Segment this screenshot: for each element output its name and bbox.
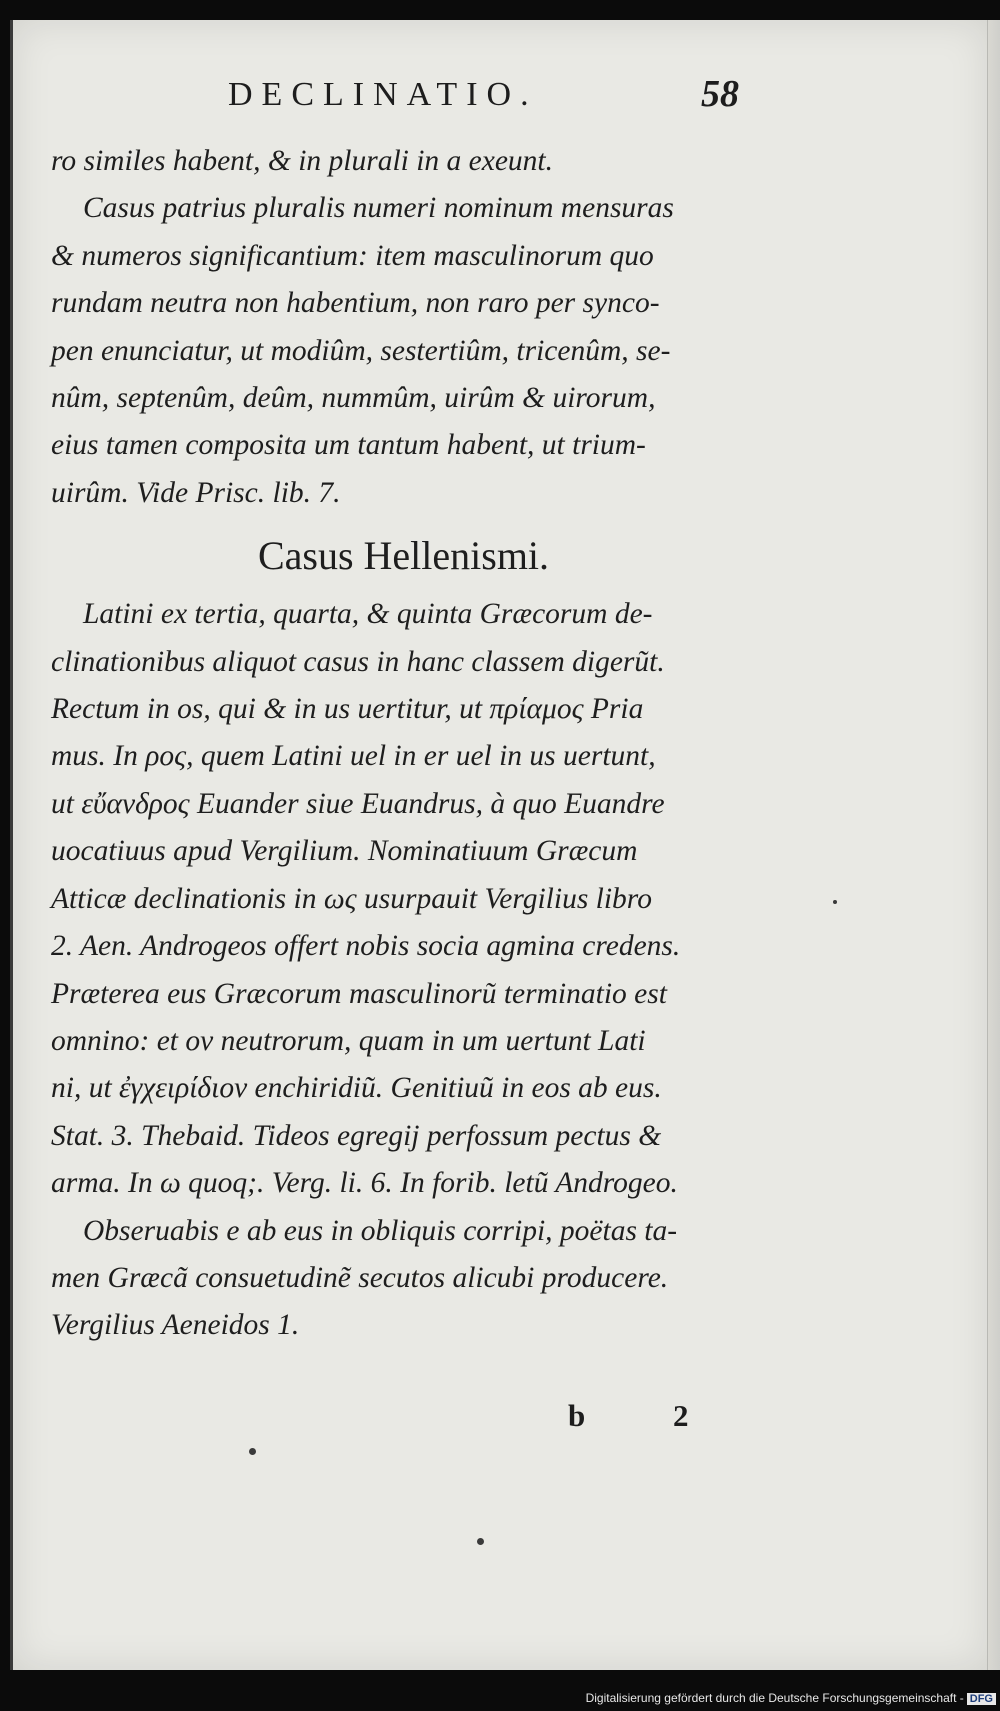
digitization-credit xyxy=(586,1691,996,1705)
text-line: clinationibus aliquot casus in hanc classem digerũt. xyxy=(51,645,665,678)
text-line: Obseruabis e ab eus in obliquis corripi, poëtas ta- xyxy=(83,1214,678,1247)
ink-speck xyxy=(249,1448,256,1455)
text-line: pen enunciatur, ut modiûm, sestertiûm, tricenûm, se- xyxy=(51,334,671,367)
text-line: Præterea eus Græcorum masculinorũ terminatio est xyxy=(51,977,667,1010)
text-line: ro similes habent, & in plurali in a exeunt. xyxy=(51,145,554,177)
book-page xyxy=(10,20,988,1670)
text-line: nûm, septenûm, deûm, nummûm, uirûm & uirorum, xyxy=(51,382,656,415)
text-line: 2. Aen. Androgeos offert nobis socia agmina credens. xyxy=(51,930,681,963)
text-line: men Græcã consuetudinẽ secutos alicubi producere. xyxy=(51,1261,669,1294)
dfg-logo: DFG xyxy=(967,1693,996,1705)
ink-speck xyxy=(477,1538,484,1545)
text-line: Rectum in os, qui & in us uertitur, ut πρίαμος Pria xyxy=(51,693,644,726)
text-line: eius tamen composita um tantum habent, ut trium- xyxy=(51,429,646,462)
text-line: Casus patrius pluralis numeri nominum mensuras xyxy=(83,192,674,225)
text-line: arma. In ω quoq;. Verg. li. 6. In forib. letũ Androgeo. xyxy=(51,1167,678,1200)
text-line: & numeros significantium: item masculinorum quo xyxy=(51,239,654,272)
text-line: rundam neutra non habentium, non raro per synco- xyxy=(51,287,660,320)
text-line: Stat. 3. Thebaid. Tideos egregij perfossum pectus & xyxy=(51,1119,662,1152)
text-line: Vergilius Aeneidos 1. xyxy=(51,1309,300,1342)
text-line: mus. In ρος, quem Latini uel in er uel in us uertunt, xyxy=(51,740,656,773)
page-edge xyxy=(987,20,1000,1670)
text-line: uocatiuus apud Vergilium. Nominatiuum Græcum xyxy=(51,835,638,868)
text-line: omnino: et ον neutrorum, quam in um uertunt Lati xyxy=(51,1024,646,1057)
credit-text: Digitalisierung gefördert durch die Deutsche Forschungsgemeinschaft - xyxy=(585,1691,964,1705)
text-line: Latini ex tertia, quarta, & quinta Græcorum de- xyxy=(83,598,653,631)
folio-number: 58 xyxy=(701,73,739,115)
main-text xyxy=(51,138,756,1350)
running-title: DECLINATIO. xyxy=(228,76,538,113)
section-heading: Casus Hellenismi. xyxy=(257,533,550,579)
ink-speck xyxy=(833,900,837,904)
text-line: uirûm. Vide Prisc. lib. 7. xyxy=(51,476,341,509)
signature-mark: b 2 xyxy=(568,1398,729,1433)
text-line: ut εὔανδρος Euander siue Euandrus, à quo Euandre xyxy=(51,787,665,820)
text-line: Atticæ declinationis in ως usurpauit Vergilius libro xyxy=(51,882,652,915)
text-line: ni, ut ἐγχειρίδιον enchiridiũ. Genitiuũ in eos ab eus. xyxy=(51,1072,662,1105)
